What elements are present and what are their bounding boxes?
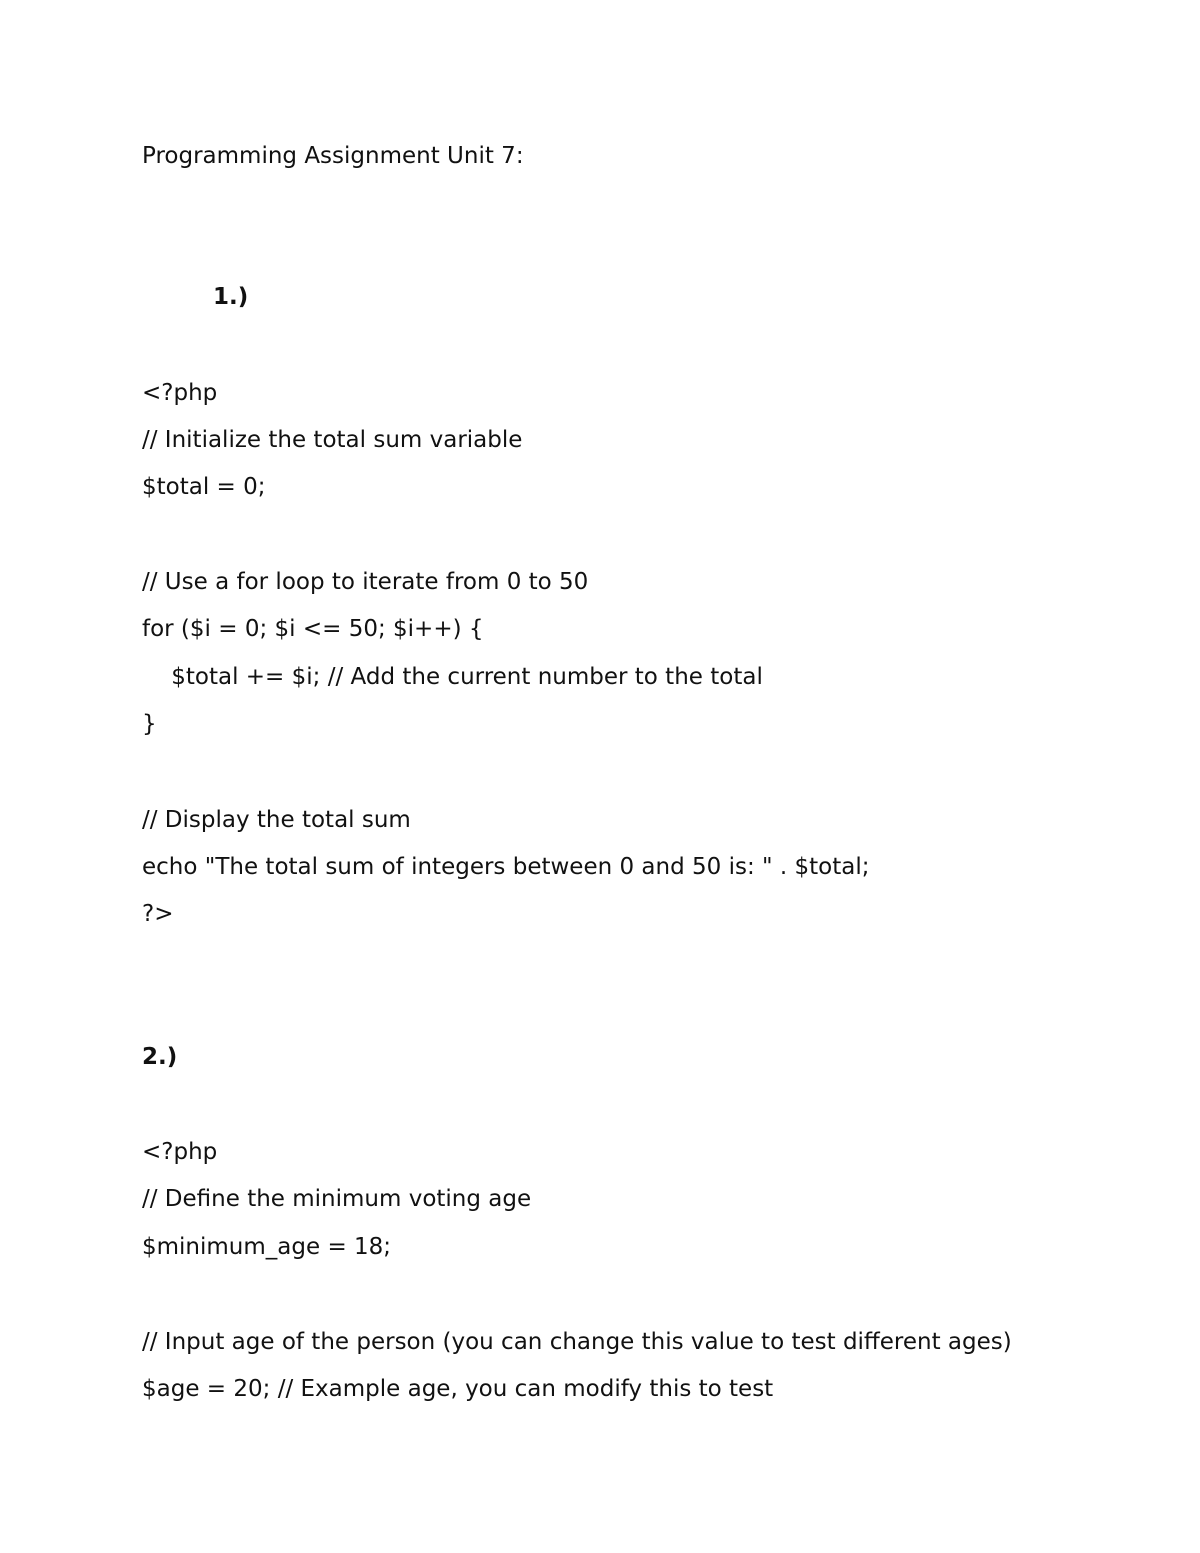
code-line: ?> xyxy=(142,901,174,927)
code-line: $age = 20; // Example age, you can modify this to test xyxy=(142,1376,774,1402)
code-line: // Use a for loop to iterate from 0 to 50 xyxy=(142,569,589,595)
section-1-heading: 1.) xyxy=(213,284,249,310)
code-line: $total += $i; // Add the current number to the total xyxy=(142,664,763,690)
code-line: // Display the total sum xyxy=(142,807,411,833)
section-2-heading: 2.) xyxy=(142,1044,178,1070)
code-line: echo "The total sum of integers between 0 and 50 is: " . $total; xyxy=(142,854,870,880)
code-line: // Initialize the total sum variable xyxy=(142,427,523,453)
code-line: for ($i = 0; $i <= 50; $i++) { xyxy=(142,616,484,642)
code-line: <?php xyxy=(142,380,218,406)
code-line: $total = 0; xyxy=(142,474,266,500)
code-line: // Define the minimum voting age xyxy=(142,1186,532,1212)
code-line: // Input age of the person (you can change this value to test different ages) xyxy=(142,1329,1012,1355)
code-line: <?php xyxy=(142,1139,218,1165)
document-title: Programming Assignment Unit 7: xyxy=(142,143,524,169)
code-line: } xyxy=(142,711,157,737)
code-line: $minimum_age = 18; xyxy=(142,1234,392,1260)
